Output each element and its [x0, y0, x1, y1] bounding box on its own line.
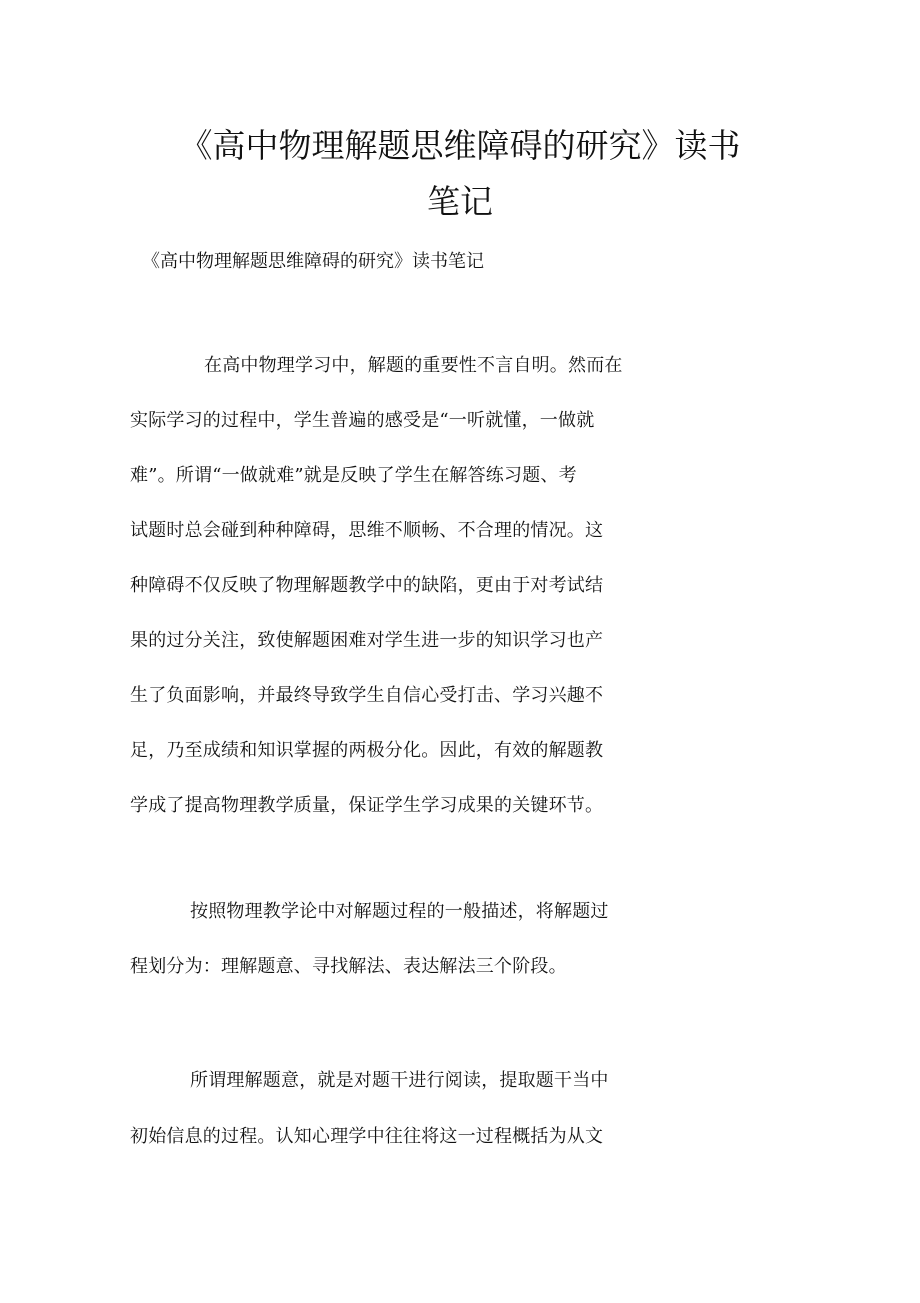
- paragraph-line: 学成了提高物理教学质量，保证学生学习成果的关键环节。: [130, 795, 604, 816]
- paragraph-line: 生了负面影响，并最终导致学生自信心受打击、学习兴趣不: [130, 685, 604, 706]
- paragraph-line: 足，乃至成绩和知识掌握的两极分化。因此，有效的解题教: [130, 740, 604, 761]
- paragraph-line: 果的过分关注，致使解题困难对学生进一步的知识学习也产: [130, 630, 604, 651]
- paragraph-line: 程划分为：理解题意、寻找解法、表达解法三个阶段。: [130, 956, 567, 977]
- paragraph-line: 初始信息的过程。认知心理学中往往将这一过程概括为从文: [130, 1126, 604, 1147]
- paragraph-line: 种障碍不仅反映了物理解题教学中的缺陷，更由于对考试结: [130, 575, 604, 596]
- paragraph-line: 所谓理解题意，就是对题干进行阅读，提取题干当中: [190, 1070, 609, 1091]
- paragraph-line: 试题时总会碰到种种障碍，思维不顺畅、不合理的情况。这: [130, 520, 604, 541]
- paragraph-line: 难”。所谓“一做就难”就是反映了学生在解答练习题、考: [130, 465, 577, 486]
- document-subtitle: 《高中物理解题思维障碍的研究》读书笔记: [142, 251, 484, 272]
- title-line-1: 《高中物理解题思维障碍的研究》读书: [179, 126, 741, 165]
- paragraph-line: 按照物理教学论中对解题过程的一般描述，将解题过: [190, 901, 609, 922]
- title-line-2: 笔记: [427, 182, 493, 221]
- paragraph-line: 在高中物理学习中，解题的重要性不言自明。然而在: [204, 355, 623, 376]
- paragraph-line: 实际学习的过程中，学生普遍的感受是“一听就懂，一做就: [130, 410, 595, 431]
- document-title: [130, 118, 790, 230]
